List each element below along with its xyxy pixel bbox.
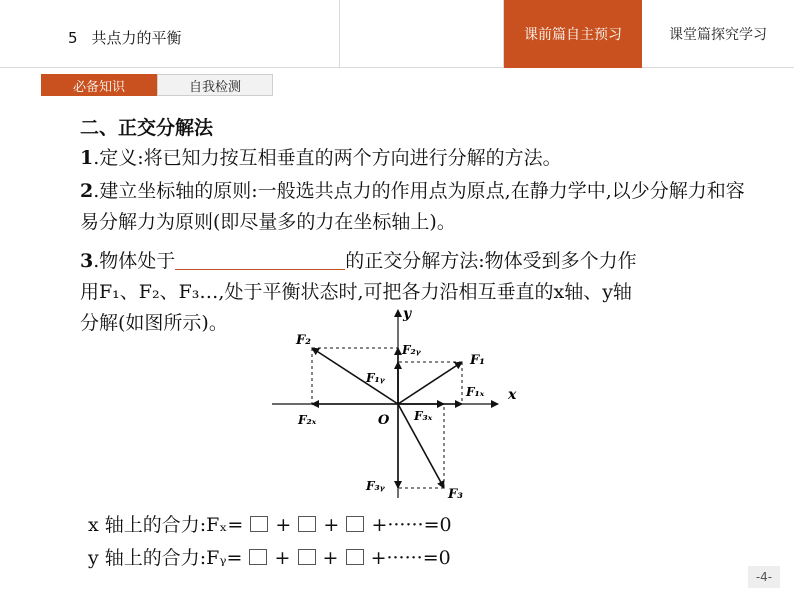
chapter-name: 共点力的平衡 xyxy=(91,29,182,47)
formula-x xyxy=(88,510,452,537)
chapter-title xyxy=(68,27,182,48)
formula-y-suffix: +······=0 xyxy=(370,547,451,569)
formula-plus: + xyxy=(322,547,339,569)
label-f3y: F₃ᵧ xyxy=(366,479,385,493)
method-line-2: 用F₁、F₂、F₃…,处于平衡状态时,可把各力沿相互垂直的x轴、y轴 xyxy=(80,281,632,303)
header-bar xyxy=(0,0,794,68)
blank-box[interactable] xyxy=(249,549,267,565)
subtab-essential-knowledge[interactable]: 必备知识 xyxy=(41,74,157,96)
label-origin: O xyxy=(378,413,390,428)
blank-box[interactable] xyxy=(298,549,316,565)
label-f3x: F₃ₓ xyxy=(414,409,433,423)
formula-x-prefix: x 轴上的合力:Fₓ= xyxy=(88,514,244,536)
chapter-number: 5 xyxy=(68,29,78,47)
label-f2: F₂ xyxy=(296,333,311,348)
method-text-before: .物体处于 xyxy=(93,250,176,272)
label-f3: F₃ xyxy=(448,487,463,502)
fill-blank[interactable] xyxy=(175,248,345,270)
principle-text: .建立坐标轴的原则:一般选共点力的作用点为原点,在静力学中,以少分解力和容易分解力为原则(即尽量多的力在坐标轴上)。 xyxy=(80,180,745,233)
header-spacer xyxy=(340,0,504,68)
force-f2 xyxy=(312,348,398,404)
label-f1x: F₁ₓ xyxy=(466,385,485,399)
label-y: y xyxy=(403,306,412,322)
item-number: 2 xyxy=(80,180,94,202)
item-number: 3 xyxy=(80,250,94,272)
blank-box[interactable] xyxy=(346,516,364,532)
force-f1 xyxy=(398,362,462,404)
method-text-after: 的正交分解方法:物体受到多个力作 xyxy=(345,250,637,272)
label-x: x xyxy=(508,387,517,403)
header-chapter-area xyxy=(0,0,340,68)
label-f1y: F₁ᵧ xyxy=(366,371,385,385)
blank-box[interactable] xyxy=(250,516,268,532)
tab-preview[interactable]: 课前篇自主预习 xyxy=(504,0,642,68)
formula-plus: + xyxy=(275,514,292,536)
label-f1: F₁ xyxy=(470,353,485,368)
definition-text: .定义:将已知力按互相垂直的两个方向进行分解的方法。 xyxy=(93,147,562,169)
section-title: 二、正交分解法 xyxy=(80,117,214,139)
label-f2x: F₂ₓ xyxy=(298,413,317,427)
subtab-self-check[interactable]: 自我检测 xyxy=(157,74,273,96)
formula-x-suffix: +······=0 xyxy=(371,514,452,536)
formula-plus: + xyxy=(274,547,291,569)
method-line-1 xyxy=(80,246,760,277)
formula-plus: + xyxy=(323,514,340,536)
paragraph-definition xyxy=(80,143,760,174)
method-line-3: 分解(如图所示)。 xyxy=(80,312,228,334)
paragraph-principle xyxy=(80,176,760,238)
formula-y xyxy=(88,543,451,570)
page-number: -4- xyxy=(748,566,780,588)
item-number: 1 xyxy=(80,147,94,169)
blank-box[interactable] xyxy=(298,516,316,532)
blank-box[interactable] xyxy=(346,549,364,565)
tab-explore[interactable]: 课堂篇探究学习 xyxy=(669,27,767,43)
force-decomposition-diagram xyxy=(266,302,530,510)
label-f2y: F₂ᵧ xyxy=(402,343,421,357)
formula-y-prefix: y 轴上的合力:Fᵧ= xyxy=(88,547,243,569)
